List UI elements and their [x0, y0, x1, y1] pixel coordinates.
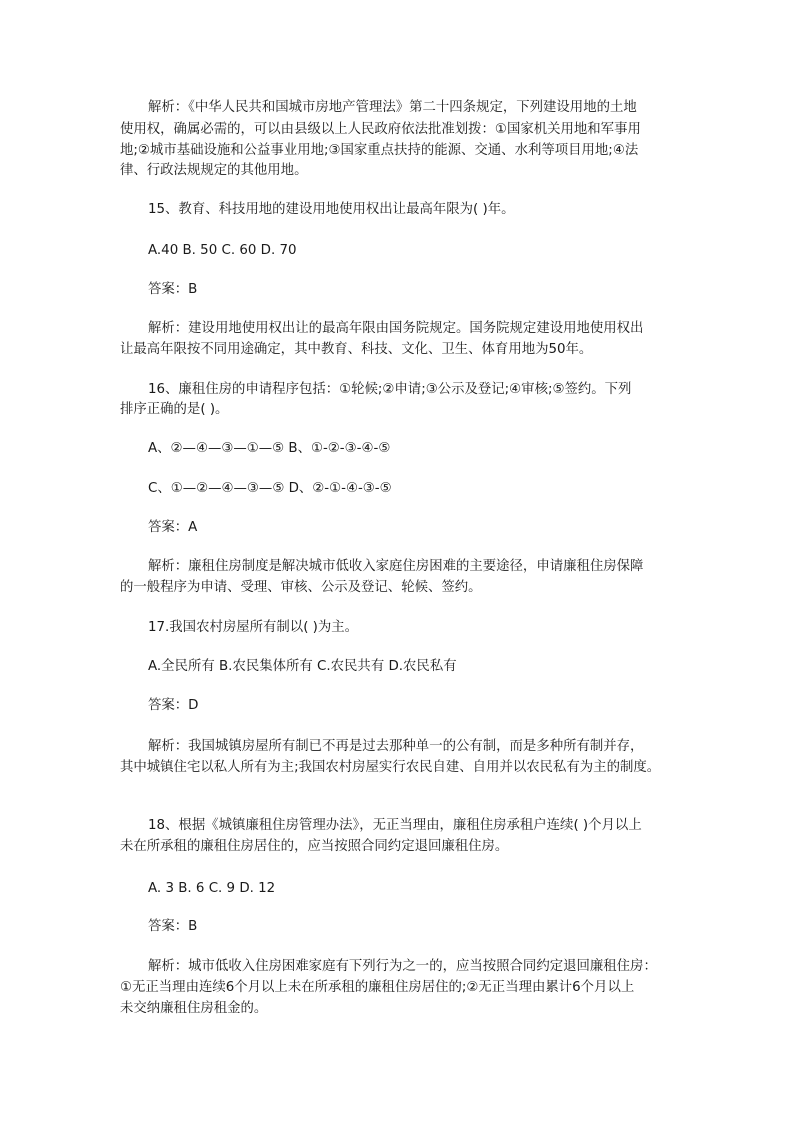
- q18-explanation-line-3: 未交纳廉租住房租金的。: [120, 1001, 268, 1016]
- q15-explanation-line-2: 让最高年限按不同用途确定，其中教育、科技、文化、卫生、体育用地为50年。: [120, 342, 593, 357]
- q16-explanation-line-2: 的一般程序为申请、受理、审核、公示及登记、轮候、签约。: [120, 580, 482, 595]
- q18-question-line-2: 未在所承租的廉租住房居住的，应当按照合同约定退回廉租住房。: [120, 839, 509, 854]
- q14-explanation-line-3: 地;②城市基础设施和公益事业用地;③国家重点扶持的能源、交通、水利等项目用地;④法: [120, 143, 639, 158]
- q16-options-cd: C、①—②—④—③—⑤ D、②-①-④-③-⑤: [148, 481, 392, 496]
- q15-question: 15、教育、科技用地的建设用地使用权出让最高年限为( )年。: [148, 202, 515, 217]
- q14-explanation-line-4: 律、行政法规规定的其他用地。: [120, 163, 308, 178]
- q15-answer: 答案：B: [148, 282, 198, 297]
- q16-question-line-1: 16、廉租住房的申请程序包括：①轮候;②申请;③公示及登记;④审核;⑤签约。下列: [148, 382, 632, 397]
- q18-answer: 答案：B: [148, 919, 198, 934]
- q16-options-ab: A、②—④—③—①—⑤ B、①-②-③-④-⑤: [148, 441, 391, 456]
- q18-explanation-line-2: ①无正当理由连续6个月以上未在所承租的廉租住房居住的;②无正当理由累计6个月以上: [120, 980, 635, 995]
- q17-explanation-line-2: 其中城镇住宅以私人所有为主;我国农村房屋实行农民自建、自用并以农民私有为主的制度。: [120, 760, 661, 775]
- q15-explanation-line-1: 解析：建设用地使用权出让的最高年限由国务院规定。国务院规定建设用地使用权出: [148, 321, 644, 336]
- q17-question: 17.我国农村房屋所有制以( )为主。: [148, 620, 359, 635]
- q14-explanation-line-1: 解析：《中华人民共和国城市房地产管理法》第二十四条规定，下列建设用地的土地: [148, 100, 637, 115]
- q18-explanation-line-1: 解析：城市低收入住房困难家庭有下列行为之一的，应当按照合同约定退回廉租住房：: [148, 959, 657, 974]
- q16-question-line-2: 排序正确的是( )。: [120, 402, 229, 417]
- q16-explanation-line-1: 解析：廉租住房制度是解决城市低收入家庭住房困难的主要途径，申请廉租住房保障: [148, 559, 644, 574]
- q16-answer: 答案：A: [148, 520, 198, 535]
- q17-explanation-line-1: 解析：我国城镇房屋所有制已不再是过去那种单一的公有制，而是多种所有制并存，: [148, 739, 644, 754]
- q17-options: A.全民所有 B.农民集体所有 C.农民共有 D.农民私有: [148, 659, 457, 674]
- q18-question-line-1: 18、根据《城镇廉租住房管理办法》，无正当理由，廉租住房承租户连续( )个月以上: [148, 818, 642, 833]
- q14-explanation-line-2: 使用权，确属必需的，可以由县级以上人民政府依法批准划拨：①国家机关用地和军事用: [120, 122, 641, 137]
- q17-answer: 答案：D: [148, 698, 199, 713]
- q18-options: A. 3 B. 6 C. 9 D. 12: [148, 881, 276, 896]
- q15-options: A.40 B. 50 C. 60 D. 70: [148, 243, 297, 258]
